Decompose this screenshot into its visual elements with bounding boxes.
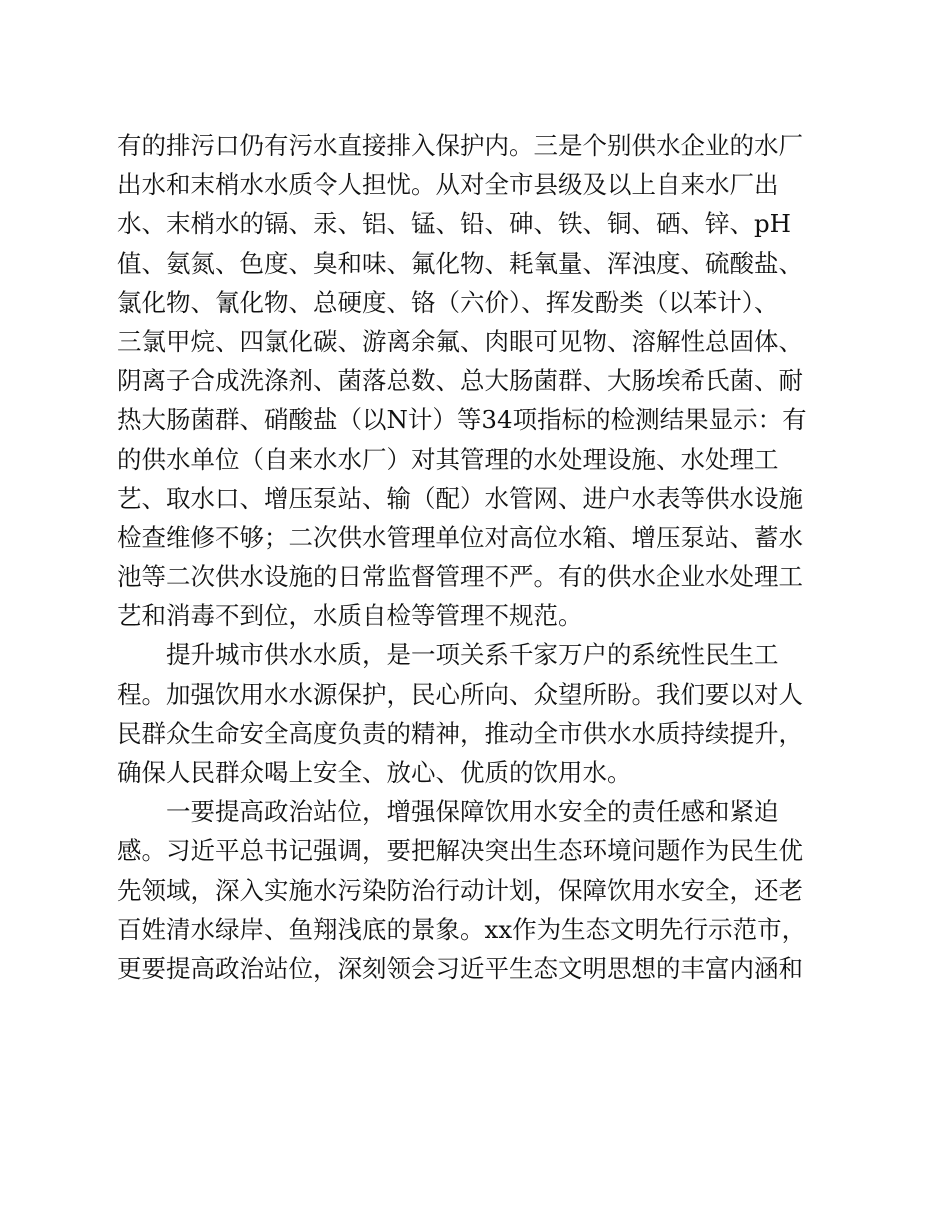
text-line: 值、氨氮、色度、臭和味、氟化物、耗氧量、浑浊度、硫酸盐、 <box>117 248 803 278</box>
text-line: 检查维修不够；二次供水管理单位对高位水箱、增压泵站、蓄水 <box>117 522 803 552</box>
text-line: 出水和末梢水水质令人担忧。从对全市县级及以上自来水厂出 <box>117 170 779 200</box>
text-line: 热大肠菌群、硝酸盐（以N计）等34项指标的检测结果显示：有 <box>117 405 807 435</box>
text-line: 百姓清水绿岸、鱼翔浅底的景象。xx作为生态文明先行示范市， <box>117 914 807 944</box>
text-line: 水、末梢水的镉、汞、铝、锰、铅、砷、铁、铜、硒、锌、pH <box>117 209 792 239</box>
text-line: 先领域，深入实施水污染防治行动计划，保障饮用水安全，还老 <box>117 875 803 905</box>
body-text <box>117 126 817 988</box>
text-line: 艺、取水口、增压泵站、输（配）水管网、进户水表等供水设施 <box>117 483 803 513</box>
text-line: 池等二次供水设施的日常监督管理不严。有的供水企业水处理工 <box>117 562 803 592</box>
text-line: 三氯甲烷、四氯化碳、游离余氟、肉眼可见物、溶解性总固体、 <box>117 326 803 356</box>
paragraph-first-line: 提升城市供水水质，是一项关系千家万户的系统性民生工 <box>166 640 779 670</box>
text-line: 程。加强饮用水水源保护，民心所向、众望所盼。我们要以对人 <box>117 679 803 709</box>
text-line: 的供水单位（自来水水厂）对其管理的水处理设施、水处理工 <box>117 444 779 474</box>
text-line: 有的排污口仍有污水直接排入保护内。三是个别供水企业的水厂 <box>117 131 803 160</box>
text-line: 阴离子合成洗涤剂、菌落总数、总大肠菌群、大肠埃希氏菌、耐 <box>117 366 803 396</box>
text-line: 民群众生命安全高度负责的精神，推动全市供水水质持续提升， <box>117 718 803 748</box>
paragraph-first-line: 一要提高政治站位，增强保障饮用水安全的责任感和紧迫 <box>166 797 779 827</box>
text-line: 艺和消毒不到位，水质自检等管理不规范。 <box>117 601 583 631</box>
text-line: 更要提高政治站位，深刻领会习近平生态文明思想的丰富内涵和 <box>117 953 803 983</box>
text-line: 氯化物、氰化物、总硬度、铬（六价）、挥发酚类（以苯计）、 <box>117 287 779 317</box>
text-line: 感。习近平总书记强调，要把解决突出生态环境问题作为民生优 <box>117 836 803 866</box>
text-line: 确保人民群众喝上安全、放心、优质的饮用水。 <box>117 758 632 787</box>
